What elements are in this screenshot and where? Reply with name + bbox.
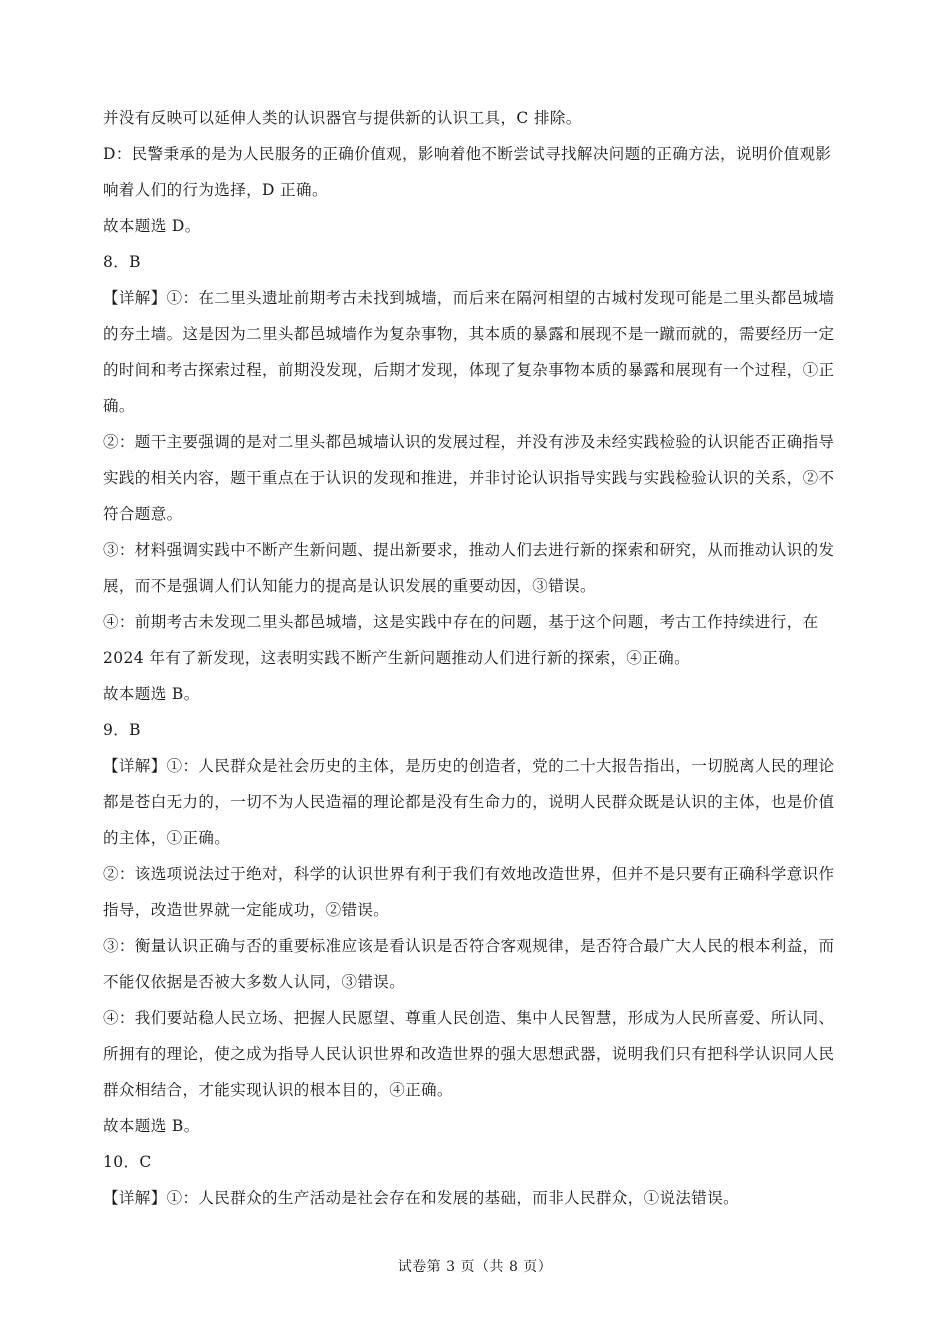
text-line: 确。 (103, 397, 135, 415)
text-line: 群众相结合，才能实现认识的根本目的，④正确。 (103, 1081, 453, 1099)
question-answer-8: 8．B (103, 253, 141, 271)
text-line: D：民警秉承的是为人民服务的正确价值观，影响着他不断尝试寻找解决问题的正确方法，说明价值观影 (103, 145, 832, 163)
text-line: ④：前期考古未发现二里头都邑城墙，这是实践中存在的问题，基于这个问题，考古工作持续进行，在 (103, 613, 819, 631)
text-line: 的时间和考古探索过程，前期没发现，后期才发现，体现了复杂事物本质的暴露和展现有一个过程，①正 (103, 361, 835, 379)
text-line: 2024 年有了新发现，这表明实践不断产生新问题推动人们进行新的探索，④正确。 (103, 649, 690, 667)
page-footer: 试卷第 3 页（共 8 页） (397, 1259, 553, 1275)
document-body (103, 100, 853, 1216)
question-answer-9: 9．B (103, 721, 141, 739)
text-line: 响着人们的行为选择，D 正确。 (103, 181, 328, 199)
text-line: 实践的相关内容，题干重点在于认识的发现和推进，并非讨论认识指导实践与实践检验认识的关系，②不 (103, 469, 835, 487)
text-line: ②：题干主要强调的是对二里头都邑城墙认识的发展过程，并没有涉及未经实践检验的认识能否正确指导 (103, 433, 835, 451)
text-line: 并没有反映可以延伸人类的认识器官与提供新的认识工具，C 排除。 (103, 109, 582, 127)
conclusion-line: 故本题选 D。 (103, 217, 201, 235)
text-line: 指导，改造世界就一定能成功，②错误。 (103, 901, 390, 919)
text-line: 符合题意。 (103, 505, 183, 523)
question-answer-10: 10．C (103, 1153, 152, 1171)
text-line: 的主体，①正确。 (103, 829, 231, 847)
text-line: 【详解】①：在二里头遗址前期考古未找到城墙，而后来在隔河相望的古城村发现可能是二里头都邑城墙 (103, 289, 835, 307)
text-line: 的夯土墙。这是因为二里头都邑城墙作为复杂事物，其本质的暴露和展现不是一蹴而就的，需要经历一定 (103, 325, 835, 343)
text-line: ③：衡量认识正确与否的重要标准应该是看认识是否符合客观规律，是否符合最广大人民的根本利益，而 (103, 937, 835, 955)
text-line: 【详解】①：人民群众的生产活动是社会存在和发展的基础，而非人民群众，①说法错误。 (103, 1189, 740, 1207)
text-line: ④：我们要站稳人民立场、把握人民愿望、尊重人民创造、集中人民智慧，形成为人民所喜爱、所认同、 (103, 1009, 835, 1027)
text-line: ③：材料强调实践中不断产生新问题、提出新要求，推动人们去进行新的探索和研究，从而推动认识的发 (103, 541, 835, 559)
text-line: ②：该选项说法过于绝对，科学的认识世界有利于我们有效地改造世界，但并不是只要有正确科学意识作 (103, 865, 835, 883)
text-line: 【详解】①：人民群众是社会历史的主体，是历史的创造者，党的二十大报告指出，一切脱离人民的理论 (103, 757, 835, 775)
conclusion-line: 故本题选 B。 (103, 1117, 200, 1135)
text-line: 展，而不是强调人们认知能力的提高是认识发展的重要动因，③错误。 (103, 577, 596, 595)
text-line: 都是苍白无力的，一切不为人民造福的理论都是没有生命力的，说明人民群众既是认识的主体，也是价值 (103, 793, 835, 811)
text-line: 不能仅依据是否被大多数人认同，③错误。 (103, 973, 406, 991)
text-line: 所拥有的理论，使之成为指导人民认识世界和改造世界的强大思想武器，说明我们只有把科学认识同人民 (103, 1045, 835, 1063)
conclusion-line: 故本题选 B。 (103, 685, 200, 703)
